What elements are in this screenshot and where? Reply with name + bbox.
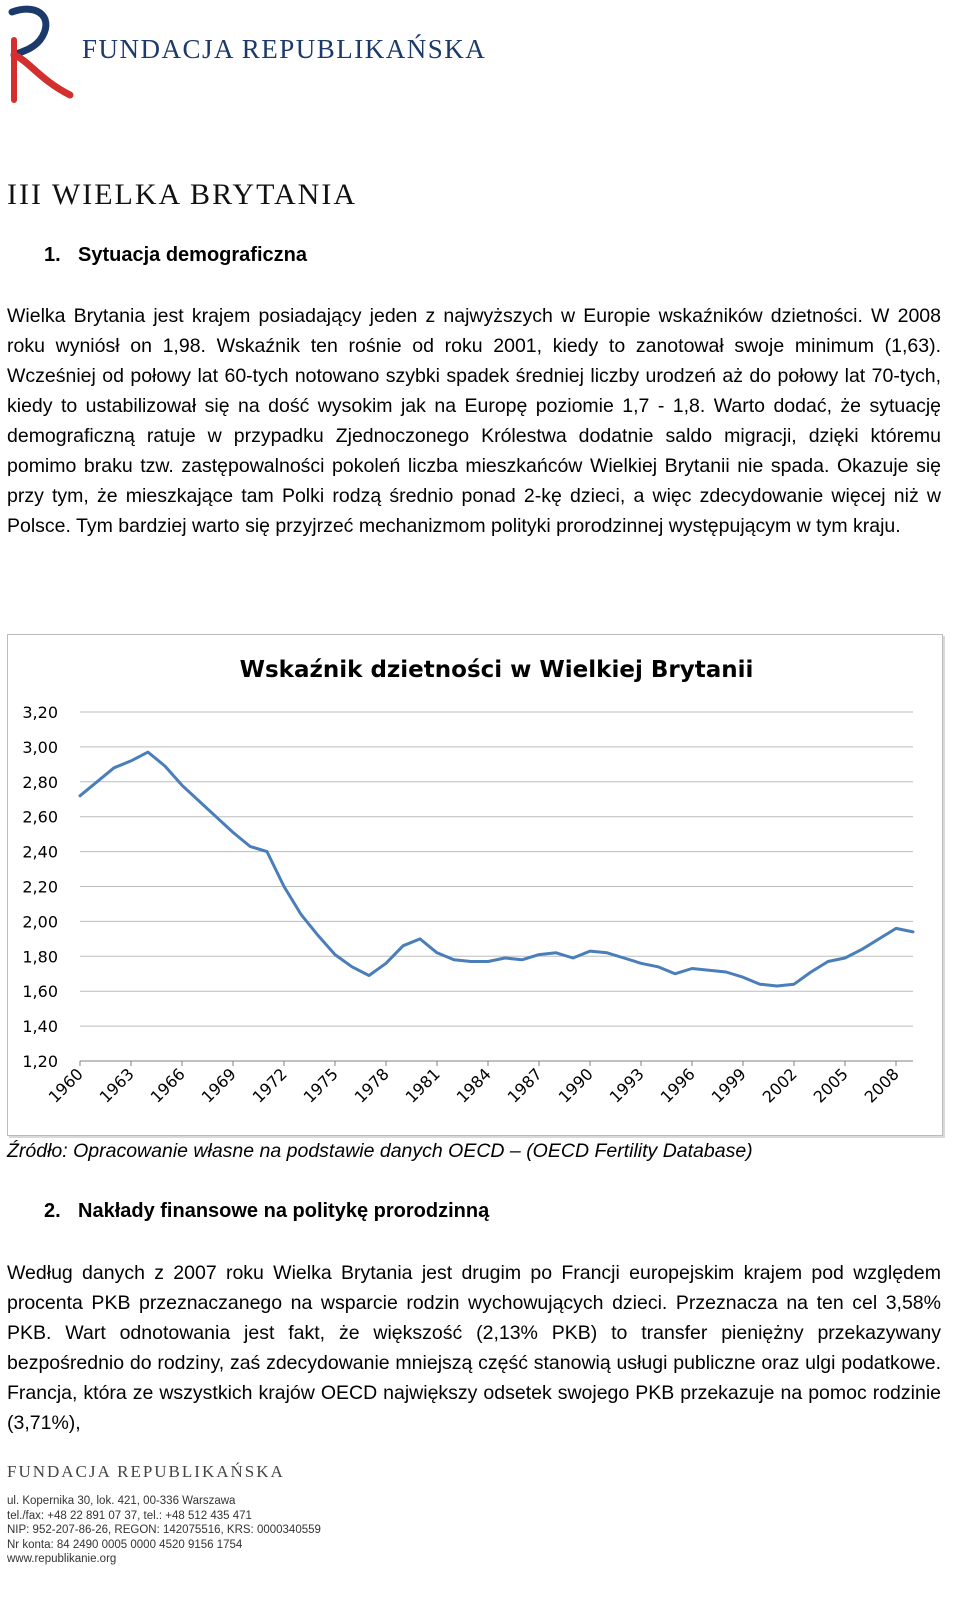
paragraph-financing: Według danych z 2007 roku Wielka Brytania jest drugim po Francji europejskim krajem pod względem procenta PKB przeznaczanego na wsparcie rodzin wychowujących dzieci. Przeznacza na ten cel 3,58% PKB. Wart odnotowania jest fakt, że większość (2,13% PKB) to transfer pieniężny przekazywany bezpośrednio do rodziny, zaś zdecydowanie mniejszą część stanowią usługi publiczne oraz ulgi podatkowe. Francja, która ze wszystkich krajów OECD największy odsetek swojego PKB przekazuje na pomoc rodzinie (3,71%), <box>7 1262 941 1434</box>
chart-title: Wskaźnik dzietności w Wielkiej Brytanii <box>239 657 754 683</box>
footer-website[interactable]: www.republikanie.org <box>7 1553 117 1565</box>
x-tick-label: 1981 <box>401 1064 444 1107</box>
source-note: Źródło: Opracowanie własne na podstawie danych OECD – (OECD Fertility Database) <box>7 1140 753 1162</box>
footer-phone: tel./fax: +48 22 891 07 37, tel.: +48 512 435 471 <box>7 1509 252 1522</box>
y-tick-label: 2,20 <box>22 877 58 897</box>
x-tick-label: 1987 <box>503 1064 546 1107</box>
x-tick-label: 1996 <box>656 1064 699 1107</box>
fertility-series-line <box>80 752 913 986</box>
x-tick-label: 2005 <box>809 1064 852 1107</box>
x-tick-label: 1972 <box>248 1064 291 1107</box>
section-title: III WIELKA BRYTANIA <box>7 178 357 211</box>
subsection-2-heading <box>44 1200 489 1223</box>
y-tick-label: 2,60 <box>22 807 58 827</box>
x-tick-label: 2002 <box>758 1064 801 1107</box>
y-tick-label: 2,40 <box>22 842 58 862</box>
x-tick-label: 1990 <box>554 1064 597 1107</box>
x-tick-label: 1975 <box>299 1064 342 1107</box>
y-tick-label: 2,00 <box>22 912 58 932</box>
x-tick-label: 1966 <box>146 1064 189 1107</box>
y-tick-label: 1,40 <box>22 1017 58 1037</box>
subsection-1-heading <box>44 244 307 267</box>
paragraph-demography: Wielka Brytania jest krajem posiadający jeden z najwyższych w Europie wskaźników dzietności. W 2008 roku wyniósł on 1,98. Wskaźnik ten rośnie od roku 2001, kiedy to zanotował swoje minimum (1,63). Wcześniej od połowy lat 60-tych notowano szybki spadek średniej liczby urodzeń aż do połowy lat 70-tych, kiedy to ustabilizował się na dość wysokim jak na Europę poziomie 1,7 - 1,8. Warto dodać, że sytuację demograficzną ratuje w przypadku Zjednoczonego Królestwa dodatnie saldo migracji, dzięki któremu pomimo braku tzw. zastępowalności pokoleń liczba mieszkańców Wielkiej Brytanii nie spada. Okazuje się przy tym, że mieszkające tam Polki rodzą średnio ponad 2-kę dzieci, a więc zdecydowanie więcej niż w Polsce. Tym bardziej warto się przyjrzeć mechanizmom polityki prorodzinnej występującym w tym kraju. <box>7 305 941 537</box>
footer-org-name: FUNDACJA REPUBLIKAŃSKA <box>7 1462 285 1481</box>
footer-account: Nr konta: 84 2490 0005 0000 4520 9156 1754 <box>7 1538 243 1551</box>
footer-address: ul. Kopernika 30, lok. 421, 00-336 Warszawa <box>7 1495 236 1507</box>
subsection-2-number: 2. <box>44 1200 61 1222</box>
fertility-chart-svg <box>8 635 942 1135</box>
footer-contact <box>7 1494 321 1567</box>
subsection-1-title: Sytuacja demograficzna <box>78 244 307 266</box>
x-tick-label: 1984 <box>452 1064 495 1107</box>
y-tick-label: 1,60 <box>22 982 58 1002</box>
fertility-chart <box>7 634 943 1136</box>
y-tick-label: 1,80 <box>22 947 58 967</box>
x-tick-label: 1960 <box>44 1064 87 1107</box>
y-tick-label: 1,20 <box>22 1052 58 1071</box>
subsection-2-title: Nakłady finansowe na politykę prorodzinną <box>78 1200 490 1222</box>
republikanska-logo-icon <box>0 0 80 105</box>
subsection-1-number: 1. <box>44 244 61 266</box>
x-tick-label: 1993 <box>605 1064 648 1107</box>
y-tick-label: 3,00 <box>22 737 58 757</box>
x-tick-label: 1963 <box>95 1064 138 1107</box>
x-tick-label: 1978 <box>350 1064 393 1107</box>
x-tick-label: 1969 <box>197 1064 240 1107</box>
header-org-name: FUNDACJA REPUBLIKAŃSKA <box>82 34 487 64</box>
x-tick-label: 1999 <box>707 1064 750 1107</box>
y-tick-label: 3,20 <box>22 703 58 722</box>
header-logo <box>0 0 520 110</box>
x-tick-label: 2008 <box>860 1064 903 1107</box>
footer-ids: NIP: 952-207-86-26, REGON: 142075516, KRS: 0000340559 <box>7 1524 321 1536</box>
y-tick-label: 2,80 <box>22 772 58 792</box>
